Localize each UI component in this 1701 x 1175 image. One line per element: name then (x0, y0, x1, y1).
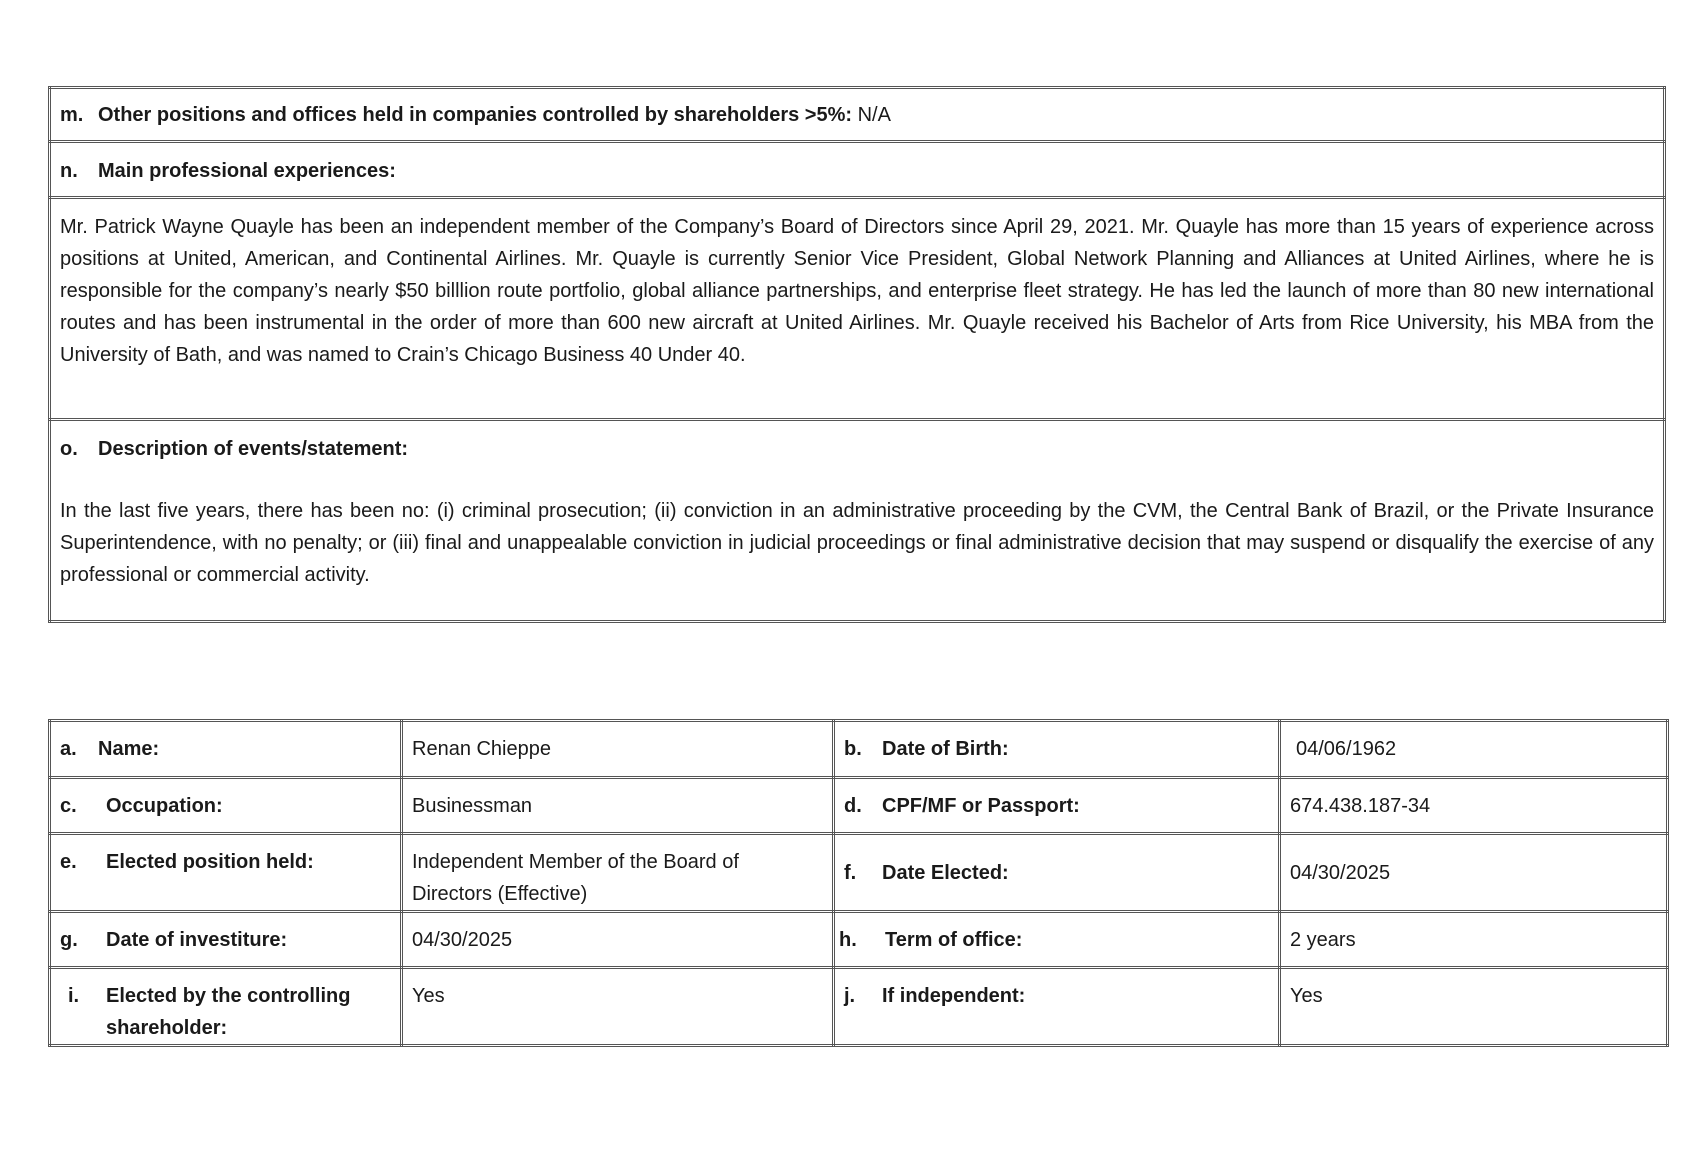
controlling-label-cell (50, 968, 402, 1046)
elected-date-label: Date Elected: (882, 861, 1009, 884)
independent-value: Yes (1280, 968, 1668, 1046)
name-label-cell (50, 721, 402, 778)
position-label: Elected position held: (106, 851, 314, 873)
info-row-1 (50, 721, 1668, 778)
item-letter: n. (60, 160, 78, 182)
director-details-table (48, 86, 1666, 623)
position-value: Independent Member of the Board of Directors (Effective) (402, 834, 834, 912)
row-professional-heading (50, 142, 1665, 198)
term-value: 2 years (1280, 912, 1668, 968)
birth-label-cell (834, 721, 1280, 778)
position-label-cell (50, 834, 402, 912)
cpf-label: CPF/MF or Passport: (882, 795, 1080, 817)
occupation-value: Businessman (402, 778, 834, 834)
cpf-value: 674.438.187-34 (1280, 778, 1668, 834)
name-label: Name: (98, 738, 160, 760)
professional-experiences-text: Mr. Patrick Wayne Quayle has been an independent member of the Company’s Board of Directors since April 29, 2021. Mr. Quayle has more than 15 years of experience across positions at United, American, and Continental Airlines. Mr. Quayle is currently Senior Vice President, Global Network Planning and Alliances at United Airlines, where he is responsible for the company’s nearly $50 billlion route portfolio, global alliance partnerships, and enterprise fleet strategy. He has led the launch of more than 80 new international routes and has been instrumental in the order of more than 600 new aircraft at United Airlines. Mr. Quayle received his Bachelor of Arts from Rice University, his MBA from the University of Bath, and was named to Crain’s Chicago Business 40 Under 40. (60, 216, 1654, 366)
item-letter: o. (60, 438, 78, 460)
investiture-label: Date of investiture: (106, 929, 288, 951)
independent-label: If independent: (882, 985, 1026, 1007)
other-positions-label: Other positions and offices held in companies controlled by shareholders >5%: (98, 104, 853, 126)
item-letter: g. (60, 929, 78, 951)
events-statement-cell (50, 420, 1665, 622)
info-row-4 (50, 912, 1668, 968)
professional-heading-cell (50, 142, 1665, 198)
elected-date-value: 04/30/2025 (1280, 834, 1668, 912)
item-letter: e. (60, 851, 77, 873)
term-label-cell (834, 912, 1280, 968)
item-letter: a. (60, 738, 77, 760)
cpf-label-cell (834, 778, 1280, 834)
info-row-5 (50, 968, 1668, 1046)
item-letter: b. (844, 738, 862, 760)
professional-text-cell (50, 198, 1665, 420)
item-letter: c. (60, 795, 77, 817)
events-statement-label: Description of events/statement: (98, 438, 409, 460)
name-value: Renan Chieppe (402, 721, 834, 778)
elected-date-label-cell (834, 834, 1280, 912)
other-positions-value: N/A (857, 104, 891, 126)
info-row-2 (50, 778, 1668, 834)
professional-experiences-label: Main professional experiences: (98, 160, 396, 182)
row-other-positions (50, 88, 1665, 142)
item-letter: h. (839, 929, 857, 951)
candidate-info-table (48, 719, 1669, 1047)
birth-value: 04/06/1962 (1280, 721, 1668, 778)
controlling-value: Yes (402, 968, 834, 1046)
other-positions-cell (50, 88, 1665, 142)
info-row-3 (50, 834, 1668, 912)
investiture-label-cell (50, 912, 402, 968)
events-statement-text: In the last five years, there has been no: (i) criminal prosecution; (ii) conviction in an administrative proceeding by the CVM, the Central Bank of Brazil, or the Private Insurance Superintendence, with no penalty; or (iii) final and unappealable conviction in judicial proceedings or final administrative decision that may suspend or disqualify the exercise of any professional or commercial activity. (60, 500, 1654, 586)
controlling-label: Elected by the controlling shareholder: (106, 985, 351, 1039)
item-letter: d. (844, 795, 862, 817)
item-letter: i. (68, 985, 80, 1007)
item-letter: j. (844, 985, 856, 1007)
investiture-value: 04/30/2025 (402, 912, 834, 968)
item-letter: f. (844, 861, 857, 884)
occupation-label: Occupation: (106, 795, 223, 817)
item-letter: m. (60, 104, 84, 126)
birth-label: Date of Birth: (882, 738, 1009, 760)
independent-label-cell (834, 968, 1280, 1046)
row-events-statement (50, 420, 1665, 622)
occupation-label-cell (50, 778, 402, 834)
row-professional-text (50, 198, 1665, 420)
term-label: Term of office: (885, 929, 1023, 951)
